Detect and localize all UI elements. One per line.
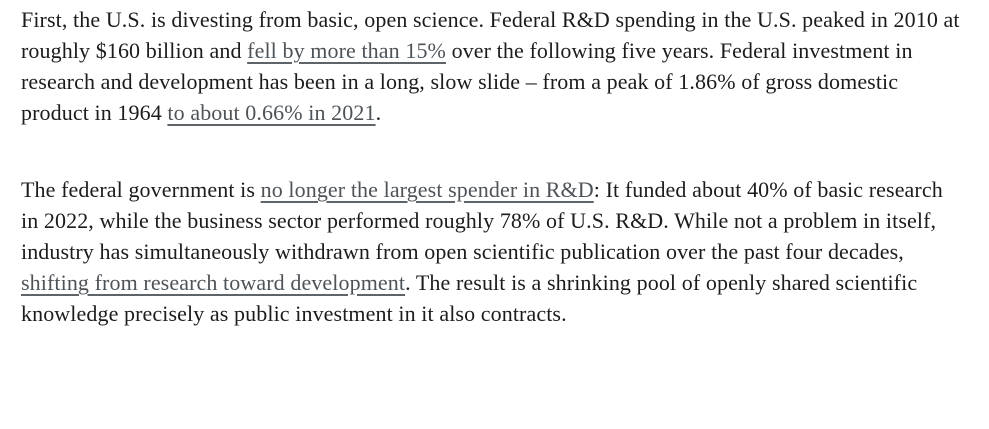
inline-link[interactable]: to about 0.66% in 2021	[167, 100, 376, 125]
text-run: First, the U.S. is divesting from basic, open science. Federal R&D spending in the U.S. peaked in 2010 at roughly $160 billion and	[21, 7, 960, 63]
paragraph-1	[21, 4, 961, 128]
text-run: over the following five years. Federal investment in research and development has been in a long, slow slide – from a peak of 1.86% of gross domestic product in 1964	[21, 38, 913, 125]
text-run: The federal government is	[21, 177, 261, 202]
text-run: : It funded about 40% of basic research in 2022, while the business sector performed roughly 78% of U.S. R&D. While not a problem in itself, industry has simultaneously withdrawn from open scientific publication over the past four decades,	[21, 177, 943, 264]
inline-link[interactable]: no longer the largest spender in R&D	[260, 177, 594, 202]
paragraph-2	[21, 174, 961, 329]
inline-link[interactable]: shifting from research toward development	[21, 270, 406, 295]
inline-link[interactable]: fell by more than 15%	[247, 38, 446, 63]
text-run: .	[375, 100, 382, 125]
text-run: . The result is a shrinking pool of openly shared scientific knowledge precisely as public investment in it also contracts.	[21, 270, 918, 326]
article-body	[21, 4, 961, 329]
